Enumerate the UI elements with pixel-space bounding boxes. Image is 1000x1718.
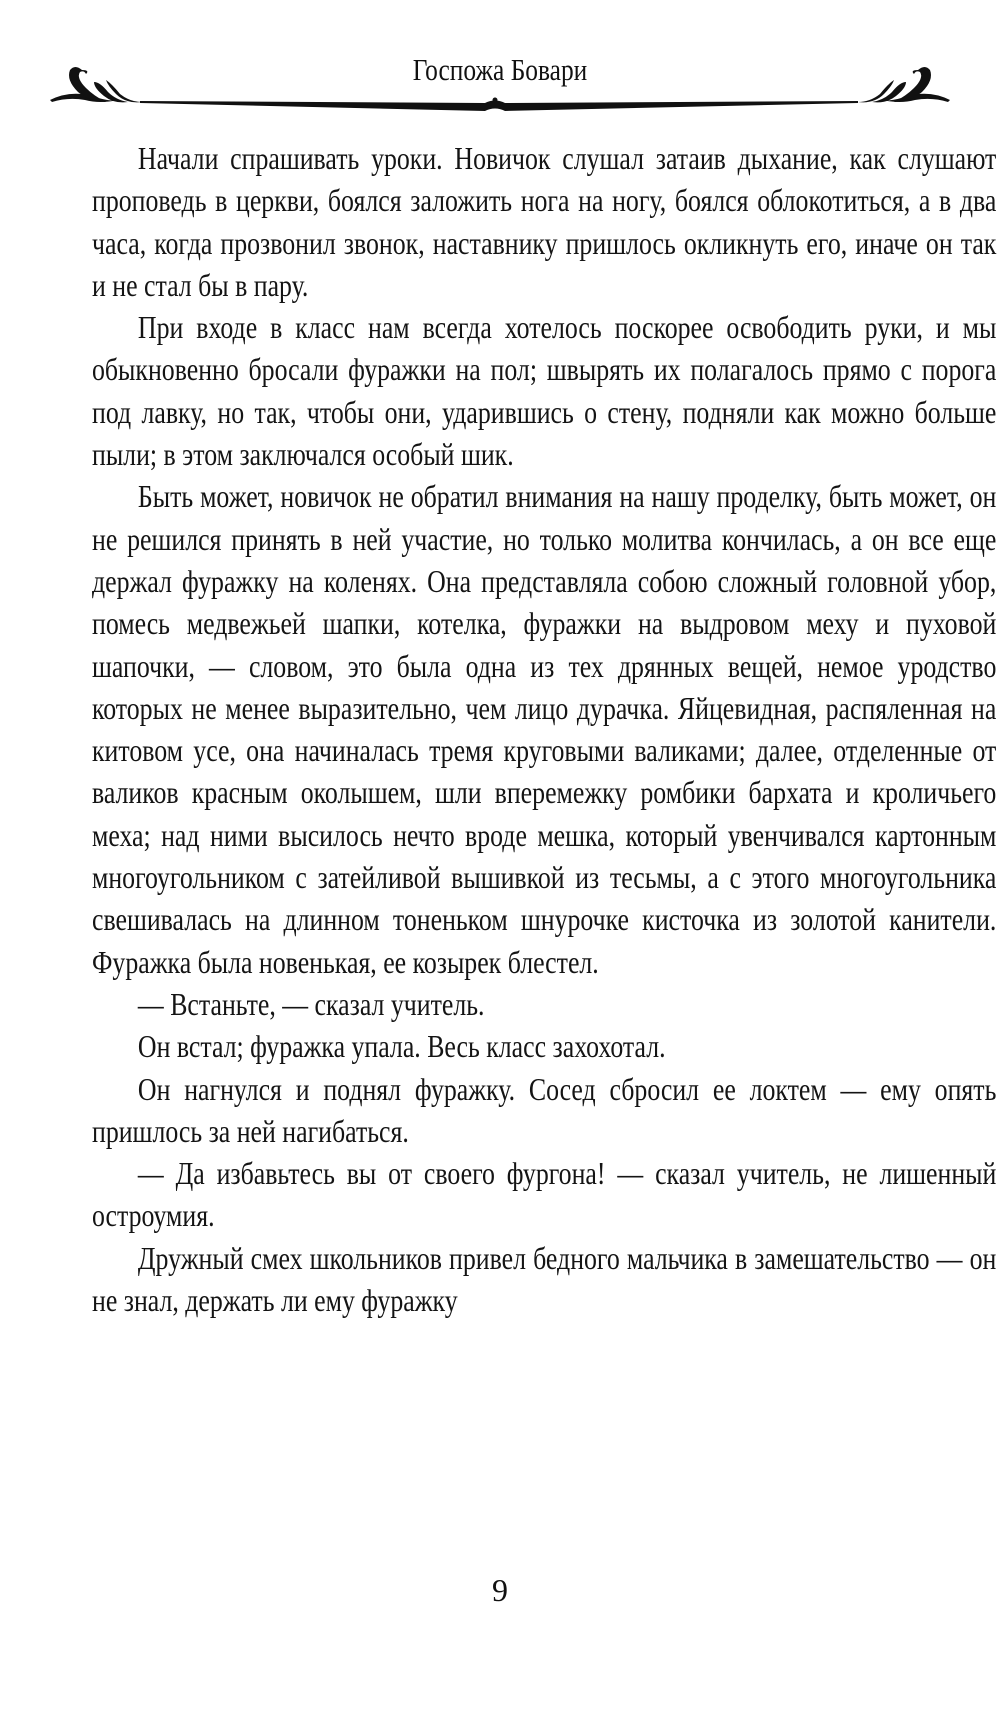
paragraph-text: При входе в класс нам всегда хотелось поскорее освободить руки, и мы обыкновенно бросали фуражки на пол; швырять их полагалось прямо с порога под лавку, но так, чтобы они, ударившись о стену, подняли как можно больше пыли; в этом заключался особый шик. <box>92 310 997 473</box>
paragraph-text: — Да избавьтесь вы от своего фургона! — сказал учитель, не лишенный остроумия. <box>92 1156 997 1234</box>
paragraph-text: Начали спрашивать уроки. Новичок слушал затаив дыхание, как слушают проповедь в церкви, боялся заложить нога на ногу, боялся облокотиться, а в два часа, когда прозвонил звонок, наставнику пришлось окликнуть его, иначе он так и не стал бы в пару. <box>92 141 997 303</box>
page-number: 9 <box>492 1572 508 1608</box>
paragraph <box>46 138 997 307</box>
paragraph-text: Он встал; фуражка упала. Весь класс захохотал. <box>137 1029 666 1065</box>
paragraph <box>46 1026 950 1068</box>
dialogue-line <box>46 1153 997 1238</box>
paragraph <box>46 307 997 476</box>
body-text <box>46 138 997 1322</box>
paragraph-text: Он нагнулся и поднял фуражку. Сосед сбросил ее локтем — ему опять пришлось за ней нагибаться. <box>92 1071 997 1149</box>
paragraph <box>46 1238 997 1323</box>
paragraph <box>46 1069 997 1154</box>
running-head <box>0 0 1000 130</box>
paragraph <box>46 476 997 984</box>
paragraph-text: Быть может, новичок не обратил внимания на нашу проделку, быть может, он не решился принять в ней участие, но только молитва кончилась, а он все еще держал фуражку на коленях. Она представляла собою сложный головной убор, помесь медвежьей шапки, котелка, фуражки на выдровом меху и пуховой шапочки, — словом, это была одна из тех дрянных вещей, немое уродство которых не менее выразительно, чем лицо дурачка. Яйцевидная, распяленная на китовом усе, она начиналась тремя круговыми валиками; далее, отделенные от валиков красным околышем, шли вперемежку ромбики бархата и кроличьего меха; над ними высилось нечто вроде мешка, который увенчивался картонным многоугольником с затейливой вышивкой из тесьмы, а с этого многоугольника свешивалась на длинном тоненьком шнурочке кисточка из золотой канители. Фуражка была новенькая, ее козырек блестел. <box>92 479 997 980</box>
dialogue-line <box>46 984 950 1026</box>
paragraph-text: — Встаньте, — сказал учитель. <box>137 986 485 1022</box>
paragraph-text: Дружный смех школьников привел бедного мальчика в замешательство — он не знал, держать ли ему фуражку <box>92 1240 997 1319</box>
running-title: Госпожа Бовари <box>412 52 588 87</box>
